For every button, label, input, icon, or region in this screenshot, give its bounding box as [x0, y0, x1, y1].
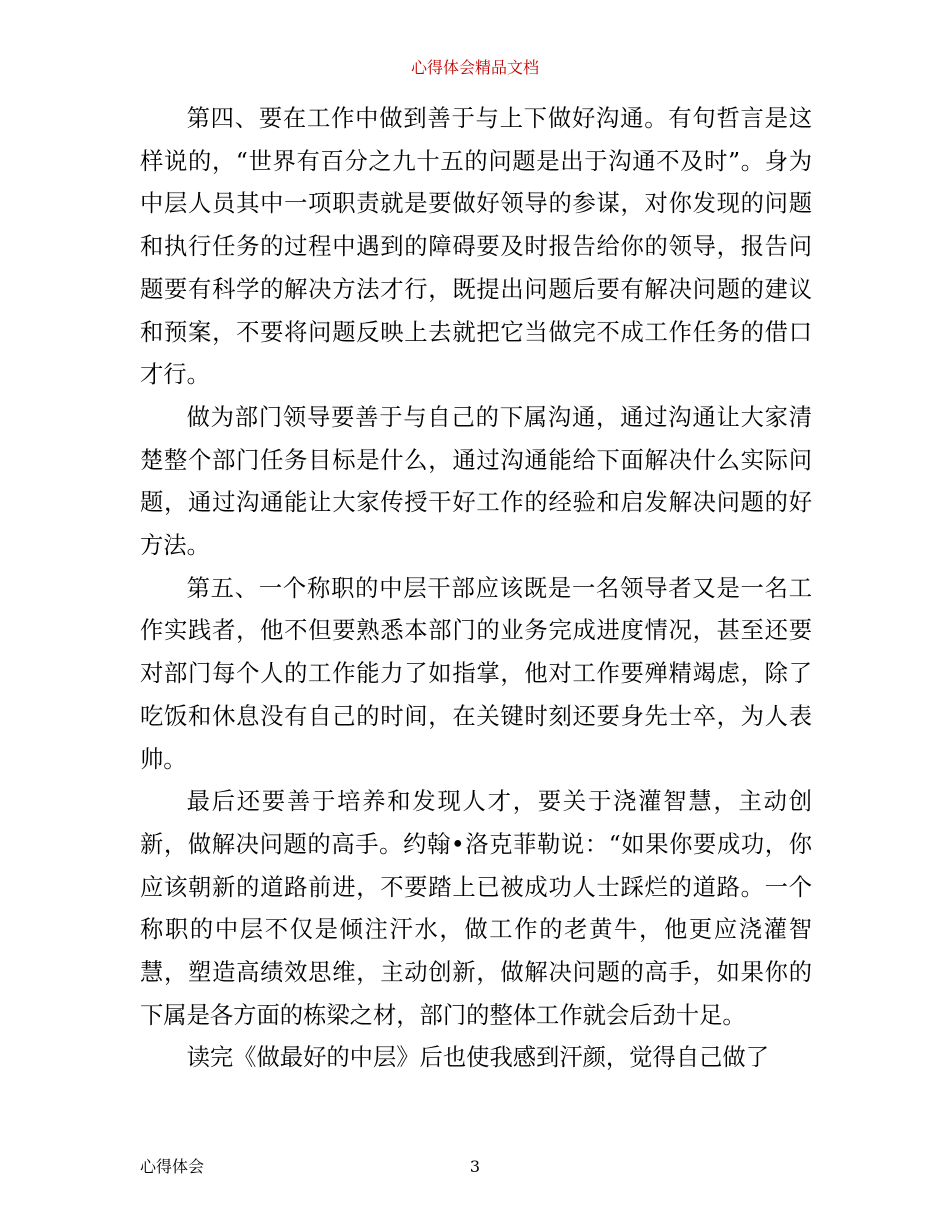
footer-label: 心得体会	[140, 1157, 205, 1176]
paragraph-competent-manager: 第五、一个称职的中层干部应该既是一名领导者又是一名工作实践者，他不但要熟悉本部门的业务完成进度情况，甚至还要对部门每个人的工作能力了如指掌，他对工作要殚精竭虑，除了吃饭和休息没有自己的时间，在关键时刻还要身先士卒，为人表帅。	[140, 574, 812, 773]
page-header-title: 心得体会精品文档	[410, 58, 539, 77]
paragraph-communication: 第四、要在工作中做到善于与上下做好沟通。有句哲言是这样说的，“世界有百分之九十五的问题是出于沟通不及时”。身为中层人员其中一项职责就是要做好领导的参谋，对你发现的问题和执行任务的过程中遇到的障碍要及时报告给你的领导，报告问题要有科学的解决方法才行，既提出问题后要有解决问题的建议和预案，不要将问题反映上去就把它当做完不成工作任务的借口才行。	[140, 105, 812, 389]
paragraph-reflection: 读完《做最好的中层》后也使我感到汗颜，觉得自己做了	[186, 1044, 770, 1072]
paragraph-subordinate-communication: 做为部门领导要善于与自己的下属沟通，通过沟通让大家清楚整个部门任务目标是什么，通过沟通能给下面解决什么实际问题，通过沟通能让大家传授干好工作的经验和启发解决问题的好方法。	[140, 403, 812, 560]
page-number: 3	[469, 1157, 481, 1176]
document-body	[140, 98, 812, 1080]
paragraph-talent-innovation: 最后还要善于培养和发现人才，要关于浇灌智慧，主动创新，做解决问题的高手。约翰•洛克菲勒说：“如果你要成功，你应该朝新的道路前进，不要踏上已被成功人士踩烂的道路。一个称职的中层不仅是倾注汗水，做工作的老黄牛，他更应浇灌智慧，塑造高绩效思维，主动创新，做解决问题的高手，如果你的下属是各方面的栋梁之材，部门的整体工作就会后劲十足。	[140, 788, 812, 1029]
